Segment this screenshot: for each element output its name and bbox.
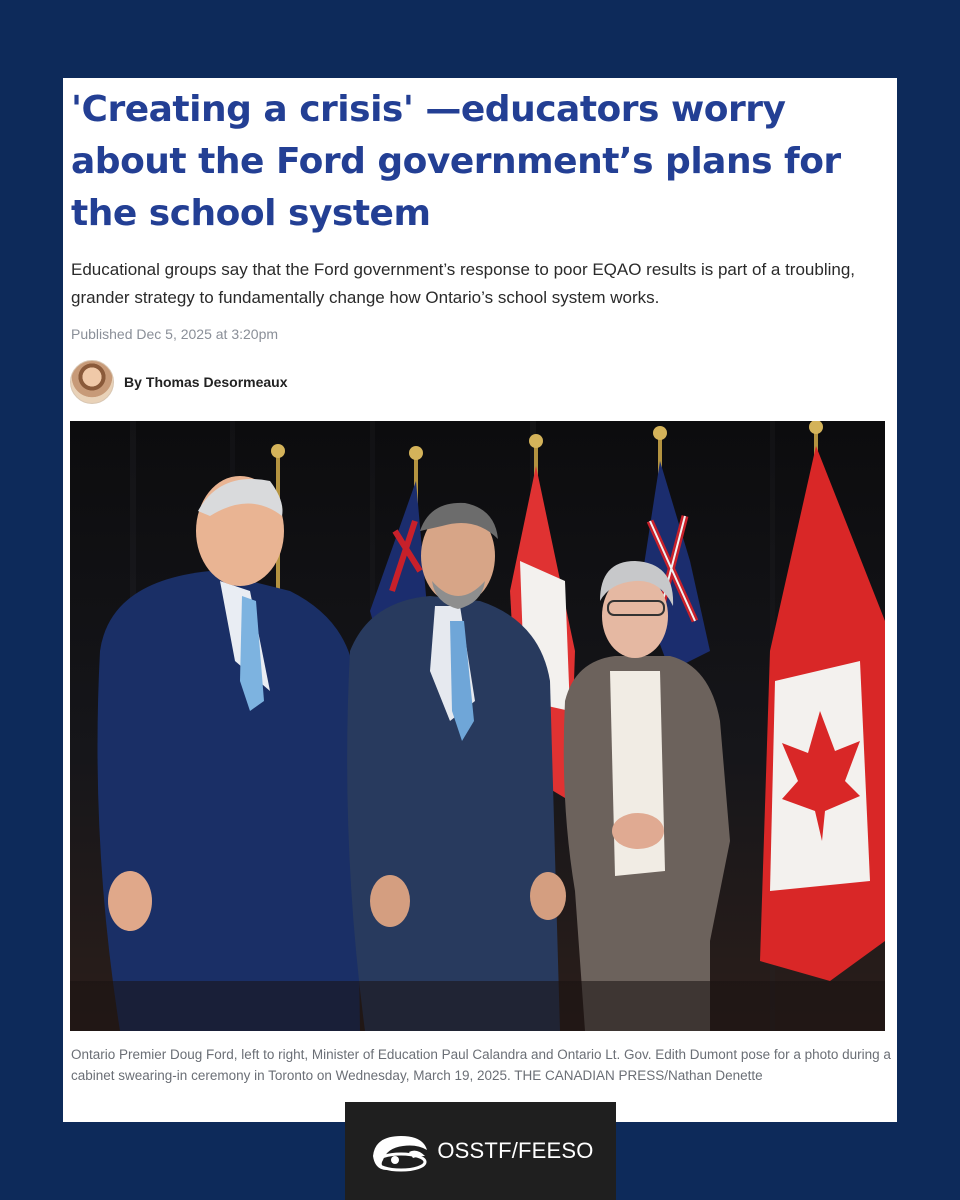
byline-prefix: By bbox=[124, 374, 142, 390]
photo-caption: Ontario Premier Doug Ford, left to right, Minister of Education Paul Calandra and Ontario Lt. Gov. Edith Dumont pose for a photo during a cabinet swearing-in ceremony in Toronto on Wednesday, March 19, 2025. THE CANADIAN PRESS/Nathan Denette bbox=[71, 1047, 891, 1083]
logo-text: OSSTF/FEESO bbox=[437, 1138, 594, 1163]
published-date: Published Dec 5, 2025 at 3:20pm bbox=[71, 326, 279, 342]
ceremony-photo-illustration bbox=[70, 421, 885, 1031]
article-dek: Educational groups say that the Ford government’s response to poor EQAO results is part of a troubling, grander strategy to fundamentally change how Ontario’s school system works. bbox=[71, 260, 856, 307]
lamp-icon bbox=[367, 1126, 433, 1176]
article-card bbox=[63, 78, 897, 1122]
byline bbox=[70, 360, 288, 404]
osstf-logo[interactable] bbox=[345, 1102, 616, 1200]
author-avatar[interactable] bbox=[70, 360, 114, 404]
article-photo bbox=[70, 421, 885, 1031]
author-name[interactable]: Thomas Desormeaux bbox=[145, 374, 288, 390]
article-headline[interactable]: 'Creating a crisis' —educators worry about the Ford government’s plans for the school system bbox=[71, 89, 841, 234]
